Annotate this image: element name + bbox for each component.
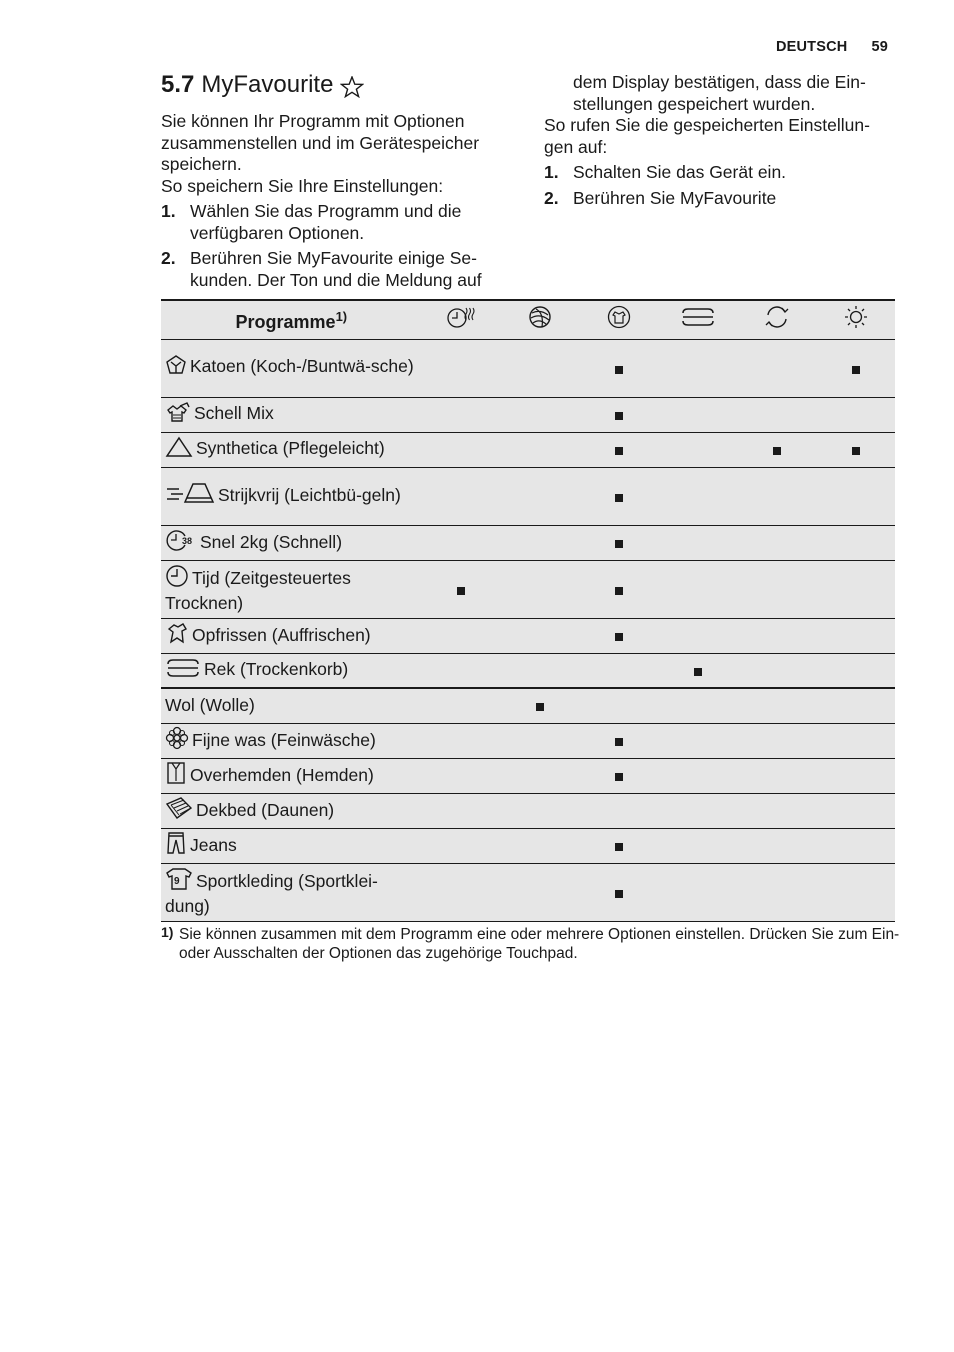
option-cell	[816, 339, 895, 397]
option-cell	[658, 828, 737, 863]
table-row	[161, 397, 895, 432]
option-cell	[816, 828, 895, 863]
timer-icon	[165, 564, 189, 594]
option-cell	[501, 828, 580, 863]
programme-label: Rek (Trockenkorb)	[204, 658, 349, 679]
continuation-text: dem Display bestätigen, dass die Ein-stellungen gespeichert wurden.	[573, 72, 866, 114]
list-item: 2. Berühren Sie MyFavourite einige Se-kunden. Der Ton und die Meldung auf	[161, 248, 482, 290]
available-mark	[615, 540, 623, 548]
table-row	[161, 560, 895, 618]
available-mark	[773, 447, 781, 455]
option-cell	[658, 467, 737, 525]
footnote-text: Sie können zusammen mit dem Programm eine oder mehrere Optionen einstellen. Drücken Sie zum Ein- oder Ausschalten der Optionen das zugehörige Touchpad.	[179, 926, 900, 962]
table-row	[161, 525, 895, 560]
option-cell	[579, 723, 658, 758]
easy-iron-icon	[165, 481, 215, 511]
option-cell	[737, 525, 816, 560]
duvet-icon	[165, 796, 193, 826]
option-cell	[816, 560, 895, 618]
option-cell	[579, 339, 658, 397]
option-cell	[816, 618, 895, 653]
page-header	[776, 39, 888, 55]
option-cell	[816, 688, 895, 723]
option-cell	[422, 828, 501, 863]
option-cell	[737, 618, 816, 653]
option-cell	[658, 653, 737, 688]
table-row	[161, 618, 895, 653]
list-item: 2. Berühren Sie MyFavourite	[544, 187, 777, 208]
option-cell	[422, 863, 501, 921]
option-cell	[422, 793, 501, 828]
programme-label: Fijne was (Feinwäsche)	[192, 729, 376, 750]
available-mark	[852, 447, 860, 455]
option-cell	[501, 560, 580, 618]
sportswear-icon	[165, 867, 193, 897]
option-cell	[816, 397, 895, 432]
table-row	[161, 723, 895, 758]
language-label: DEUTSCH	[775, 39, 848, 55]
option-cell	[658, 618, 737, 653]
time-dry-icon	[422, 300, 501, 339]
available-mark	[615, 494, 623, 502]
available-mark	[852, 366, 860, 374]
programme-column-header: Programme$^{1)}$	[235, 309, 348, 332]
option-cell	[422, 758, 501, 793]
programme-label: Overhemden (Hemden)	[190, 764, 374, 785]
available-mark	[536, 703, 544, 711]
option-cell	[816, 863, 895, 921]
available-mark	[615, 447, 623, 455]
programme-cell	[161, 688, 422, 723]
programme-cell	[161, 863, 422, 921]
available-mark	[615, 890, 623, 898]
footnote-ref: 1)	[335, 309, 348, 324]
option-cell	[658, 432, 737, 467]
option-cell	[422, 560, 501, 618]
option-cell	[816, 723, 895, 758]
option-cell	[579, 653, 658, 688]
delicates-icon	[165, 726, 189, 756]
programme-label: Wol (Wolle)	[165, 695, 255, 715]
option-cell	[737, 397, 816, 432]
available-mark	[615, 412, 623, 420]
programme-label: Dekbed (Daunen)	[196, 799, 335, 820]
programme-cell	[161, 467, 422, 525]
available-mark	[615, 738, 623, 746]
save-heading: So speichern Sie Ihre Einstellungen:	[161, 175, 444, 196]
option-cell	[501, 618, 580, 653]
right-column	[544, 72, 899, 209]
footnote	[161, 925, 901, 963]
table-row	[161, 828, 895, 863]
programme-cell	[161, 432, 422, 467]
option-cell	[737, 863, 816, 921]
option-cell	[737, 432, 816, 467]
option-cell	[816, 467, 895, 525]
option-cell	[501, 467, 580, 525]
option-cell	[737, 339, 816, 397]
option-cell	[422, 688, 501, 723]
programme-label: Schell Mix	[194, 402, 274, 423]
option-cell	[501, 339, 580, 397]
available-mark	[615, 843, 623, 851]
available-mark	[615, 587, 623, 595]
option-cell	[816, 432, 895, 467]
refresh-icon	[165, 621, 189, 651]
option-cell	[501, 432, 580, 467]
option-cell	[422, 397, 501, 432]
option-cell	[658, 758, 737, 793]
rack-icon	[658, 300, 737, 339]
programme-label: Strijkvrij (Leichtbü-geln)	[218, 485, 401, 506]
shirts-icon	[165, 761, 187, 791]
table-header-row	[161, 300, 895, 339]
programme-label: Katoen (Koch-/Buntwä-sche)	[190, 356, 414, 377]
option-cell	[579, 432, 658, 467]
option-cell	[579, 793, 658, 828]
option-cell	[579, 688, 658, 723]
programme-cell	[161, 828, 422, 863]
option-cell	[658, 525, 737, 560]
option-cell	[501, 397, 580, 432]
programme-cell	[161, 339, 422, 397]
option-cell	[737, 688, 816, 723]
option-cell	[422, 618, 501, 653]
option-cell	[579, 525, 658, 560]
synthetics-icon	[165, 436, 193, 464]
option-cell	[422, 339, 501, 397]
table-body	[161, 339, 895, 921]
option-cell	[501, 793, 580, 828]
programme-cell	[161, 758, 422, 793]
option-cell	[737, 723, 816, 758]
list-item: 1. Wählen Sie das Programm und die verfügbaren Optionen.	[161, 201, 462, 243]
section-title	[161, 70, 511, 100]
programme-cell	[161, 560, 422, 618]
programme-cell	[161, 793, 422, 828]
table-row	[161, 467, 895, 525]
table-row	[161, 793, 895, 828]
option-cell	[737, 793, 816, 828]
jeans-icon	[165, 831, 187, 861]
programme-label: Snel 2kg (Schnell)	[200, 531, 343, 552]
option-cell	[658, 688, 737, 723]
cotton-icon	[165, 354, 187, 382]
available-mark	[615, 773, 623, 781]
option-cell	[737, 758, 816, 793]
wool-icon	[501, 300, 580, 339]
option-cell	[579, 397, 658, 432]
programme-label: Sportkleding (Sportklei-dung)	[165, 870, 378, 916]
option-cell	[658, 723, 737, 758]
left-column	[161, 70, 511, 291]
option-cell	[422, 432, 501, 467]
programme-cell	[161, 723, 422, 758]
option-cell	[501, 525, 580, 560]
option-cell	[422, 467, 501, 525]
table-row	[161, 432, 895, 467]
mix-icon	[165, 401, 191, 429]
option-cell	[816, 793, 895, 828]
quick-icon	[165, 528, 197, 558]
option-cell	[501, 723, 580, 758]
programme-cell	[161, 397, 422, 432]
anti-crease-icon	[737, 300, 816, 339]
option-cell	[579, 560, 658, 618]
option-cell	[737, 560, 816, 618]
option-cell	[422, 525, 501, 560]
programme-label: Synthetica (Pflegeleicht)	[196, 437, 385, 458]
option-cell	[579, 863, 658, 921]
extra-dry-icon	[816, 300, 895, 339]
table-row	[161, 863, 895, 921]
available-mark	[457, 587, 465, 595]
option-cell	[737, 653, 816, 688]
option-cell	[501, 653, 580, 688]
programme-options-table	[161, 299, 895, 922]
option-cell	[501, 863, 580, 921]
option-cell	[737, 828, 816, 863]
star-outline-icon	[340, 76, 364, 98]
list-item: 1. Schalten Sie das Gerät ein.	[544, 162, 787, 182]
option-cell	[579, 758, 658, 793]
section-title-text: MyFavourite	[201, 71, 334, 98]
option-cell	[816, 525, 895, 560]
option-cell	[422, 723, 501, 758]
svg-text:9: 9	[174, 875, 180, 887]
programme-label: Jeans	[190, 834, 237, 855]
programme-label: Opfrissen (Auffrischen)	[192, 624, 371, 645]
svg-text:38: 38	[182, 535, 193, 546]
table-row	[161, 653, 895, 688]
option-cell	[658, 793, 737, 828]
option-cell	[579, 828, 658, 863]
option-cell	[816, 653, 895, 688]
option-cell	[658, 397, 737, 432]
option-cell	[579, 467, 658, 525]
recall-heading: So rufen Sie die gespeicherten Einstellun-gen auf:	[544, 115, 870, 157]
page-number: 59	[871, 39, 888, 55]
programme-label: Tijd (Zeitgesteuertes Trocknen)	[165, 567, 351, 613]
option-cell	[658, 560, 737, 618]
option-cell	[816, 758, 895, 793]
recall-steps	[544, 162, 899, 209]
footnote-marker: 1)	[161, 924, 174, 940]
option-cell	[501, 758, 580, 793]
table-row	[161, 688, 895, 723]
option-cell	[579, 618, 658, 653]
table-row	[161, 339, 895, 397]
option-cell	[501, 688, 580, 723]
save-steps	[161, 201, 511, 291]
programme-cell	[161, 618, 422, 653]
rack-icon	[165, 657, 201, 685]
option-cell	[737, 467, 816, 525]
shirt-icon	[579, 300, 658, 339]
intro-paragraph: Sie können Ihr Programm mit Optionen zusammenstellen und im Gerätespeicher speichern.	[161, 111, 480, 174]
programme-cell	[161, 525, 422, 560]
option-cell	[422, 653, 501, 688]
option-cell	[658, 339, 737, 397]
available-mark	[615, 633, 623, 641]
section-number: 5.7	[161, 71, 195, 98]
available-mark	[694, 668, 702, 676]
option-cell	[658, 863, 737, 921]
programme-cell	[161, 653, 422, 688]
table-row	[161, 758, 895, 793]
available-mark	[615, 366, 623, 374]
